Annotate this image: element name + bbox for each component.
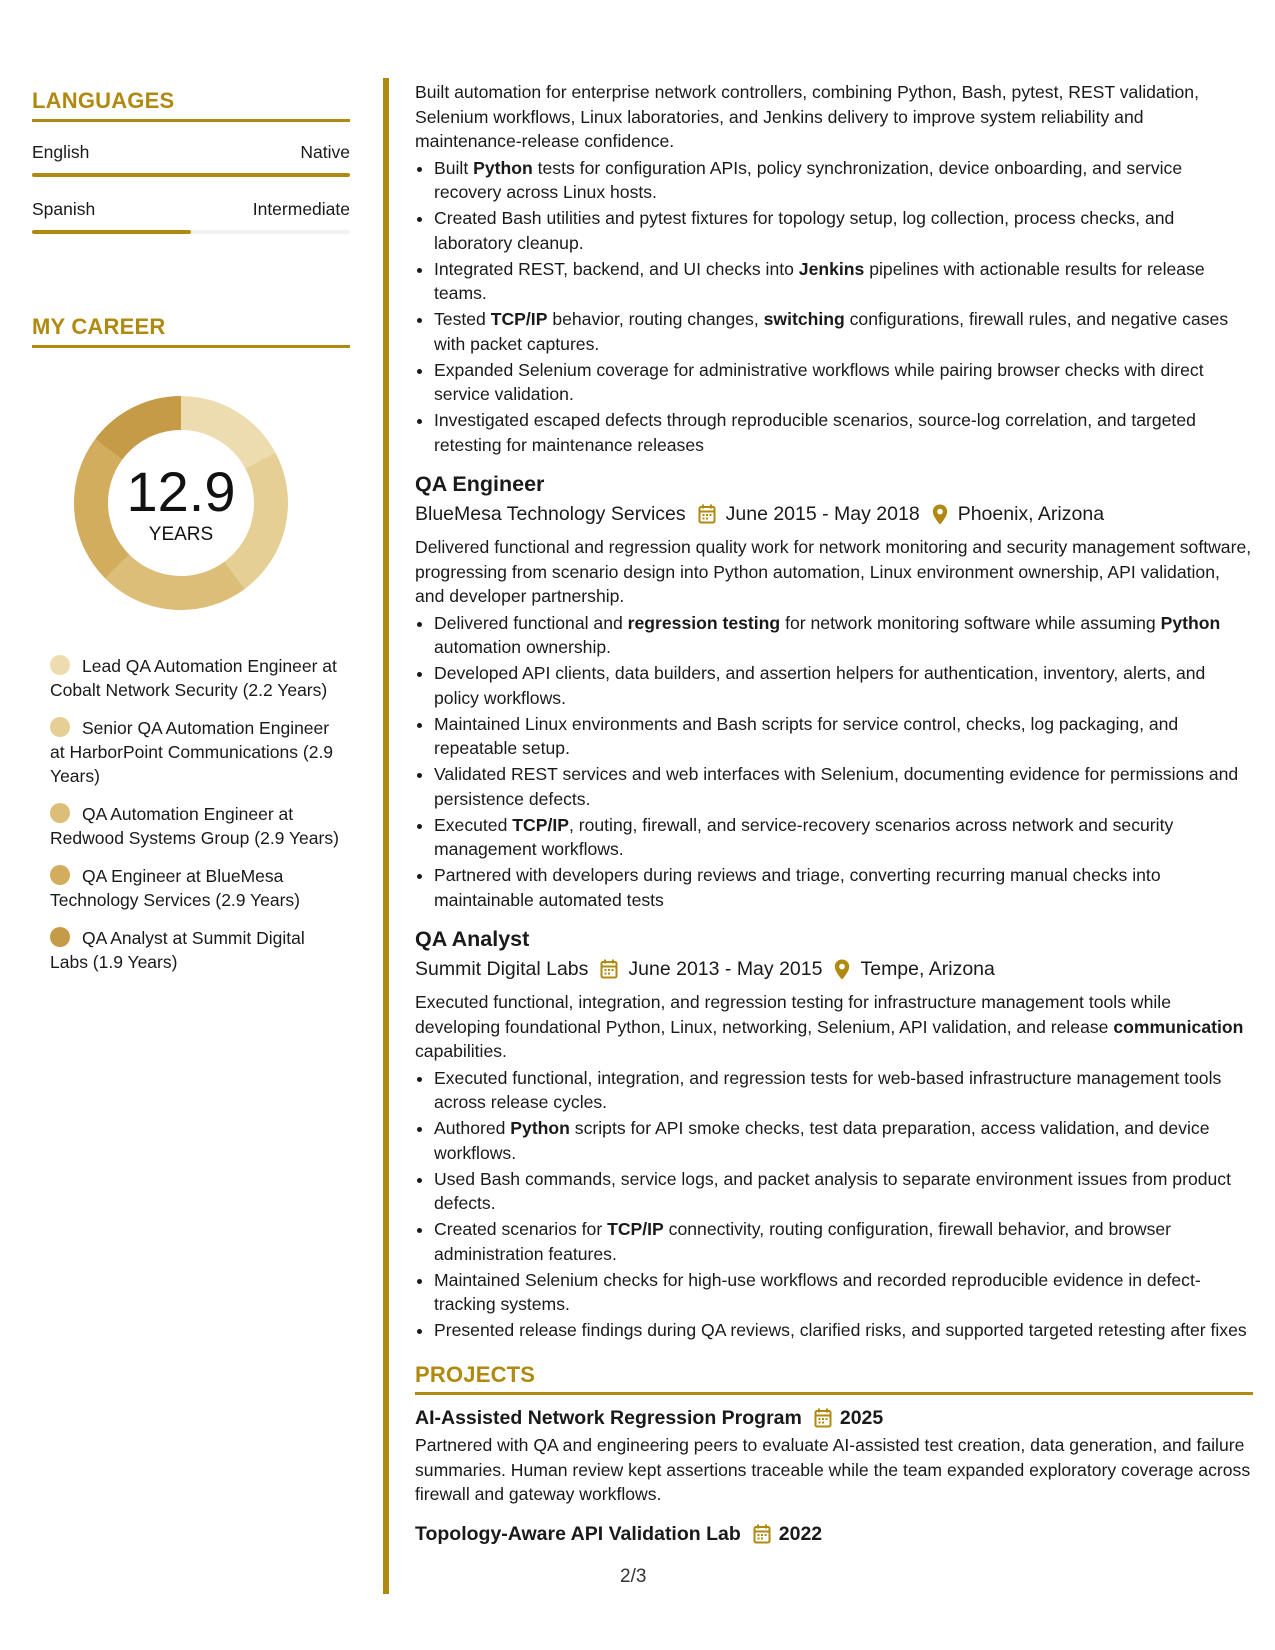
project-name: AI-Assisted Network Regression Program <box>415 1407 802 1429</box>
legend-item <box>50 654 340 702</box>
bullet-item: • Integrated REST, backend, and UI checks into Jenkins pipelines with actionable results for release teams. <box>434 257 1253 306</box>
project-header <box>415 1403 1253 1433</box>
job-bullets <box>415 611 1253 913</box>
job-entry <box>415 924 1253 1343</box>
legend-item <box>50 926 340 974</box>
legend-item <box>50 802 340 850</box>
job-meta <box>415 954 1253 984</box>
legend-label: QA Automation Engineer at Redwood Systems Group (2.9 Years) <box>50 804 339 848</box>
language-item <box>32 142 350 177</box>
calendar-icon <box>600 959 618 979</box>
legend-dot <box>50 717 70 737</box>
bullet-item: • Developed API clients, data builders, and assertion helpers for authentication, inventory, alerts, and policy workflows. <box>434 661 1253 710</box>
legend-dot <box>50 927 70 947</box>
career-total <box>66 388 296 618</box>
job-title: QA Engineer <box>415 472 545 496</box>
career-legend <box>50 654 340 974</box>
bullet-item: • Presented release findings during QA reviews, clarified risks, and supported targeted retesting after fixes <box>434 1318 1253 1343</box>
project-year: 2022 <box>778 1522 823 1545</box>
legend-dot <box>50 655 70 675</box>
legend-item <box>50 864 340 912</box>
legend-label: QA Analyst at Summit Digital Labs (1.9 Years) <box>50 928 305 972</box>
language-proficiency-fill <box>32 230 191 234</box>
bullet-item: • Maintained Selenium checks for high-use workflows and recorded reproducible evidence in defect-tracking systems. <box>434 1268 1253 1317</box>
project-header <box>415 1519 1253 1549</box>
job-summary: Executed functional, integration, and regression testing for infrastructure management tools while developing foundational Python, Linux, networking, Selenium, API validation, and release communication capabilities. <box>415 992 1244 1061</box>
bullet-item: • Created Bash utilities and pytest fixtures for topology setup, log collection, process checks, and laboratory cleanup. <box>434 206 1253 255</box>
column-divider <box>383 78 389 1594</box>
job-location: Tempe, Arizona <box>860 958 995 980</box>
legend-item <box>50 716 340 788</box>
career-total-unit: YEARS <box>148 524 214 545</box>
language-proficiency-bar <box>32 230 350 234</box>
bullet-item: • Validated REST services and web interfaces with Selenium, documenting evidence for permissions and persistence defects. <box>434 762 1253 811</box>
bullet-item: • Built Python tests for configuration APIs, policy synchronization, device onboarding, and service recovery across Linux hosts. <box>434 156 1253 205</box>
languages-heading: LANGUAGES <box>32 88 350 122</box>
projects-heading: PROJECTS <box>415 1363 1253 1396</box>
legend-dot <box>50 865 70 885</box>
job-bullets <box>415 1066 1253 1343</box>
language-proficiency-fill <box>32 173 350 177</box>
bullet-item: • Executed TCP/IP, routing, firewall, and service-recovery scenarios across network and security management workflows. <box>434 813 1253 862</box>
language-level: Native <box>300 142 350 162</box>
left-column <box>32 88 350 988</box>
job-summary: Built automation for enterprise network controllers, combining Python, Bash, pytest, REST validation, Selenium workflows, Linux laboratories, and Jenkins delivery to improve system reliability and maintenance-release confidence. <box>415 82 1199 151</box>
right-column <box>415 80 1253 1549</box>
job-bullets <box>415 156 1253 458</box>
job-meta <box>415 499 1253 529</box>
bullet-item: • Partnered with developers during reviews and triage, converting recurring manual checks into maintainable automated tests <box>434 863 1253 912</box>
bullet-item: • Created scenarios for TCP/IP connectivity, routing configuration, firewall behavior, and browser administration features. <box>434 1217 1253 1266</box>
page-number: 2/3 <box>620 1566 647 1587</box>
calendar-icon <box>814 1408 832 1428</box>
legend-label: Senior QA Automation Engineer at HarborPoint Communications (2.9 Years) <box>50 718 334 786</box>
project-description: Partnered with QA and engineering peers to evaluate AI-assisted test creation, data generation, and failure summaries. Human review kept assertions traceable while the team expanded exploratory coverage across firewall and gateway workflows. <box>415 1435 1251 1504</box>
job-entry <box>415 469 1253 912</box>
bullet-item: • Delivered functional and regression testing for network monitoring software while assuming Python automation ownership. <box>434 611 1253 660</box>
project-year: 2025 <box>839 1407 884 1429</box>
project-name: Topology-Aware API Validation Lab <box>415 1522 741 1545</box>
job-dates: June 2013 - May 2015 <box>628 958 823 980</box>
job-title: QA Analyst <box>415 927 530 951</box>
bullet-item: • Investigated escaped defects through reproducible scenarios, source-log correlation, and targeted retesting for maintenance releases <box>434 408 1253 457</box>
career-donut-chart <box>66 388 296 618</box>
job-dates: June 2015 - May 2018 <box>725 503 920 525</box>
job-location: Phoenix, Arizona <box>957 503 1105 525</box>
bullet-item: • Authored Python scripts for API smoke checks, test data preparation, access validation, and device workflows. <box>434 1116 1253 1165</box>
career-heading: MY CAREER <box>32 314 350 348</box>
map-pin-icon <box>932 504 948 525</box>
bullet-item: • Tested TCP/IP behavior, routing changes, switching configurations, firewall rules, and negative cases with packet captures. <box>434 307 1253 356</box>
language-item <box>32 199 350 234</box>
language-name: Spanish <box>32 199 96 219</box>
map-pin-icon <box>834 959 850 980</box>
calendar-icon <box>698 504 716 524</box>
legend-label: QA Engineer at BlueMesa Technology Services (2.9 Years) <box>50 866 300 910</box>
legend-label: Lead QA Automation Engineer at Cobalt Network Security (2.2 Years) <box>50 656 337 700</box>
bullet-item: • Expanded Selenium coverage for administrative workflows while pairing browser checks with direct service validation. <box>434 358 1253 407</box>
company-name: BlueMesa Technology Services <box>415 503 686 525</box>
bullet-item: • Used Bash commands, service logs, and packet analysis to separate environment issues from product defects. <box>434 1167 1253 1216</box>
language-proficiency-bar <box>32 173 350 177</box>
language-name: English <box>32 142 90 162</box>
bullet-item: • Maintained Linux environments and Bash scripts for service control, checks, log packaging, and repeatable setup. <box>434 712 1253 761</box>
company-name: Summit Digital Labs <box>415 958 589 980</box>
language-level: Intermediate <box>252 199 350 219</box>
calendar-icon <box>753 1524 771 1544</box>
career-total-value: 12.9 <box>126 460 236 523</box>
job-summary: Delivered functional and regression quality work for network monitoring and security management software, progressing from scenario design into Python automation, Linux environment ownership, API validation, and developer partnership. <box>415 537 1252 606</box>
legend-dot <box>50 803 70 823</box>
bullet-item: • Executed functional, integration, and regression tests for web-based infrastructure management tools across release cycles. <box>434 1066 1253 1115</box>
